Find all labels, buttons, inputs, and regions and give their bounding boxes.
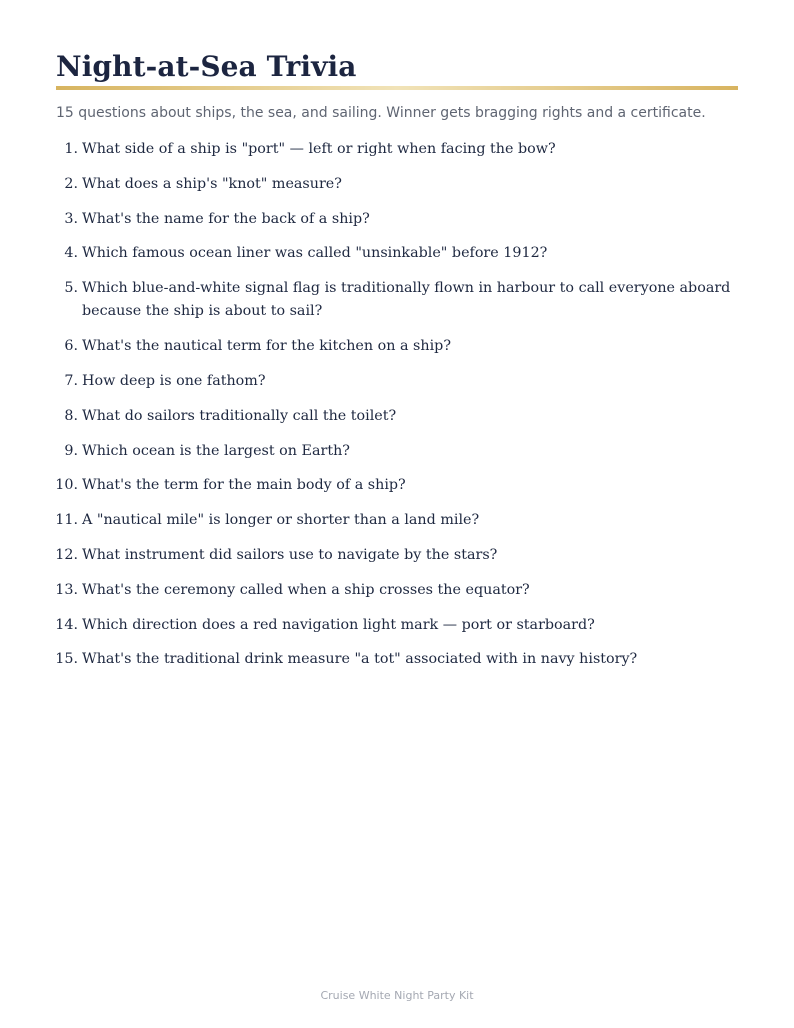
page-footer: Cruise White Night Party Kit xyxy=(320,989,474,1002)
question-text: What's the ceremony called when a ship crosses the equator? xyxy=(82,581,530,598)
question-number: 11. xyxy=(55,512,78,529)
question-item-4 xyxy=(56,242,738,265)
question-text: How deep is one fathom? xyxy=(82,372,266,389)
question-text: What do sailors traditionally call the toilet? xyxy=(82,407,397,424)
question-number: 1. xyxy=(64,141,78,157)
question-number: 6. xyxy=(64,338,78,355)
question-text: Which famous ocean liner was called "unsinkable" before 1912? xyxy=(82,245,548,262)
question-item-14 xyxy=(56,614,738,637)
question-item-13 xyxy=(56,579,738,602)
question-text: What instrument did sailors use to navigate by the stars? xyxy=(82,546,498,563)
question-text: Which ocean is the largest on Earth? xyxy=(82,442,350,459)
question-text: What's the term for the main body of a ship? xyxy=(82,477,406,494)
question-text: A "nautical mile" is longer or shorter than a land mile? xyxy=(82,512,480,529)
question-number: 5. xyxy=(64,280,78,297)
question-item-15 xyxy=(56,648,738,671)
question-text: What does a ship's "knot" measure? xyxy=(82,175,342,192)
question-text: Which blue-and-white signal flag is traditionally flown in harbour to call everyone aboard because the ship is about to sail? xyxy=(82,280,731,320)
question-text: What's the name for the back of a ship? xyxy=(82,210,370,227)
question-item-6 xyxy=(56,335,738,358)
question-item-8 xyxy=(56,405,738,428)
question-number: 8. xyxy=(64,407,78,424)
question-number: 7. xyxy=(64,372,78,389)
question-number: 3. xyxy=(64,210,78,227)
question-number: 10. xyxy=(55,477,78,494)
question-number: 13. xyxy=(55,581,78,598)
question-item-5 xyxy=(56,277,738,323)
question-item-11 xyxy=(56,509,738,532)
title-divider xyxy=(56,86,738,90)
question-text: What's the traditional drink measure "a tot" associated with in navy history? xyxy=(82,651,638,668)
page-title: Night-at-Sea Trivia xyxy=(56,50,357,83)
question-list xyxy=(56,138,738,683)
intro-text: 15 questions about ships, the sea, and sailing. Winner gets bragging rights and a certificate. xyxy=(56,105,706,121)
question-item-2 xyxy=(56,173,738,196)
question-number: 15. xyxy=(55,651,78,668)
question-number: 12. xyxy=(55,546,78,563)
question-number: 2. xyxy=(64,175,78,192)
question-text: What's the nautical term for the kitchen on a ship? xyxy=(82,338,451,355)
question-number: 14. xyxy=(55,616,78,633)
question-text: Which direction does a red navigation light mark — port or starboard? xyxy=(82,616,595,633)
question-item-12 xyxy=(56,544,738,567)
question-number: 4. xyxy=(64,245,78,262)
question-item-10 xyxy=(56,474,738,497)
question-text: What side of a ship is "port" — left or right when facing the bow? xyxy=(82,141,556,157)
question-item-1 xyxy=(56,138,738,161)
question-item-3 xyxy=(56,208,738,231)
question-item-7 xyxy=(56,370,738,393)
question-item-9 xyxy=(56,440,738,463)
question-number: 9. xyxy=(64,442,78,459)
